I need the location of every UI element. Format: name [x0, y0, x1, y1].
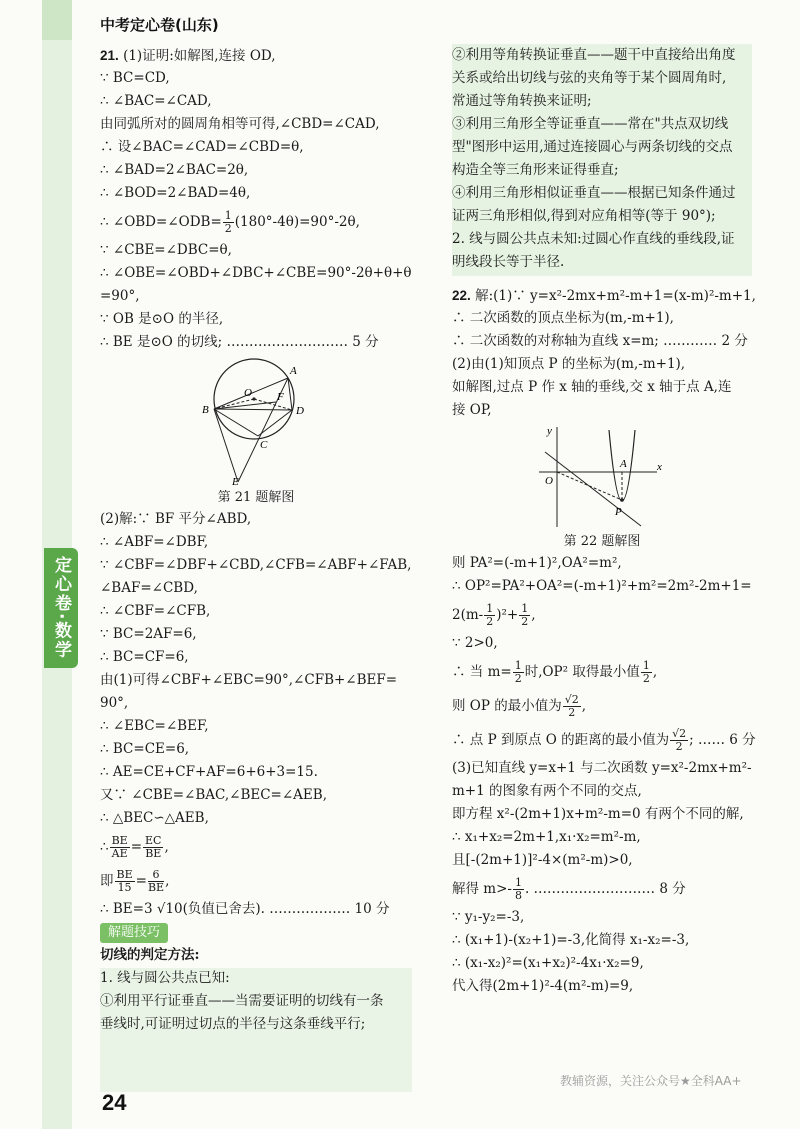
page-number: 24	[102, 1090, 127, 1115]
q22-line	[452, 655, 752, 689]
q21-line: (2)解:∵ BF 平分∠ABD,	[100, 511, 252, 527]
fraction	[519, 603, 530, 628]
fraction-numerator: EC	[145, 834, 162, 847]
q22-line	[452, 723, 756, 757]
fraction-denominator: 2	[642, 672, 650, 685]
q22-line: m+1 的图象有两个不同的交点,	[452, 783, 642, 799]
q22-line: ∵ 2>0,	[452, 635, 498, 651]
fraction	[484, 603, 495, 628]
q21-line: ∴ ∠BOD=2∠BAD=4θ,	[100, 185, 251, 201]
q21-line: ∴ AE=CE+CF+AF=6+6+3=15.	[100, 764, 318, 780]
q22-line: 即方程 x²-(2m+1)x+m²-m=0 有两个不同的解,	[452, 806, 744, 822]
fig21-label-d: D	[296, 405, 304, 417]
q21-line: ∴ ∠EBC=∠BEF,	[100, 718, 209, 734]
math-text: 2(m-	[452, 607, 484, 623]
q21-line: ∴ △BEC∽△AEB,	[100, 810, 209, 826]
q22-line: ∵ y₁-y₂=-3,	[452, 909, 525, 925]
math-text: ∴	[100, 839, 109, 855]
math-text: ,	[165, 873, 170, 889]
tip-line: 关系或给出切线与弦的夹角等于某个圆周角时,	[452, 70, 727, 86]
q21-line: ∴ BC=CE=6,	[100, 741, 190, 757]
tip-line: 证两三角形相似,得到对应角相等(等于 90°);	[452, 208, 716, 224]
fraction	[513, 660, 524, 685]
math-text: 解得 m>-	[452, 881, 512, 897]
fraction-numerator: √2	[672, 727, 687, 740]
fraction-numerator: BE	[116, 868, 133, 881]
q21-line: ∴ BE 是⊙O 的切线; ……………………… 5 分	[100, 334, 379, 350]
q21-line	[100, 864, 412, 898]
q22-line	[452, 872, 752, 906]
q22-line	[452, 689, 752, 723]
q21-line: ∴ ∠BAD=2∠BAC=2θ,	[100, 162, 249, 178]
math-text: 时,OP² 取得最小值	[524, 664, 640, 680]
fraction-numerator: 1	[521, 602, 529, 615]
fraction	[110, 835, 130, 860]
fraction-denominator: BE	[147, 881, 165, 894]
fraction-numerator: 6	[148, 869, 164, 882]
q21-line: ∴ 设∠BAC=∠CAD=∠CBD=θ,	[100, 139, 304, 155]
q21-number: 21.	[100, 48, 119, 63]
math-text: 则 OP 的最小值为	[452, 698, 562, 714]
fraction	[563, 694, 581, 719]
math-text: ; …… 6 分	[689, 732, 756, 748]
q21-line: ∴ ∠CBF=∠CFB,	[100, 603, 211, 619]
tip-line: 切线的判定方法:	[100, 947, 200, 963]
tip-line: ①利用平行证垂直——当需要证明的切线有一条	[100, 993, 384, 1009]
math-text: ,	[581, 698, 587, 714]
tip-title: 解题技巧	[100, 923, 168, 943]
q22-line: 接 OP,	[452, 402, 492, 418]
q21-line: ∠BAF=∠CBD,	[100, 580, 198, 596]
page-header: 中考定心卷(山东)	[100, 16, 219, 34]
q22-line: (2)由(1)知顶点 P 的坐标为(m,-m+1),	[452, 356, 686, 372]
fraction	[641, 660, 652, 685]
fraction-numerator: 1	[486, 602, 494, 615]
q21-line: ∵ ∠CBE=∠DBC=θ,	[100, 242, 232, 258]
figure-22-caption: 第 22 题解图	[563, 534, 641, 549]
margin-strip-top	[42, 0, 72, 40]
fraction-numerator: 1	[224, 209, 232, 222]
q21-line: 又∵ ∠CBE=∠BAC,∠BEC=∠AEB,	[100, 787, 327, 803]
q21-line: ∴ ∠BAC=∠CAD,	[100, 93, 212, 109]
q21-line: ∴ ∠ABF=∠DBF,	[100, 534, 209, 550]
q21-line	[100, 205, 412, 239]
tip-line: 型"图形中运用,通过连接圆心与两条切线的交点	[452, 139, 733, 155]
fraction-numerator: 1	[514, 659, 522, 672]
fig22-label-o: O	[545, 475, 553, 487]
tip-line: ④利用三角形相似证垂直——根据已知条件通过	[452, 185, 736, 201]
fraction-denominator: 2	[224, 222, 232, 235]
q22-line: ∴ x₁+x₂=2m+1,x₁·x₂=m²-m,	[452, 829, 641, 845]
figure-21	[176, 354, 336, 486]
q21-line: ∵ OB 是⊙O 的半径,	[100, 311, 224, 327]
q22-line: (3)已知直线 y=x+1 与二次函数 y=x²-2mx+m²-	[452, 760, 752, 776]
fraction	[148, 869, 164, 894]
fraction-denominator: 2	[514, 672, 522, 685]
fraction	[115, 869, 135, 894]
q21-line: ∴ ∠OBE=∠OBD+∠DBC+∠CBE=90°-2θ+θ+θ	[100, 265, 412, 281]
fraction-denominator: 2	[568, 706, 576, 719]
fig21-label-a: A	[290, 365, 297, 377]
q22-line: ∴ (x₁+1)-(x₂+1)=-3,化简得 x₁-x₂=-3,	[452, 932, 690, 948]
fig22-label-a: A	[620, 458, 627, 470]
fraction-denominator: 8	[514, 889, 522, 902]
math-text: ,	[652, 664, 658, 680]
fraction-numerator: BE	[111, 834, 128, 847]
fig21-label-c: C	[260, 439, 268, 451]
q22-line: 如解图,过点 P 作 x 轴的垂线,交 x 轴于点 A,连	[452, 379, 732, 395]
tip-line: 明线段长等于半径.	[452, 254, 565, 270]
math-text: ∴ 当 m=	[452, 664, 512, 680]
fig21-label-b: B	[202, 404, 209, 416]
math-text: =	[130, 839, 143, 855]
fraction	[143, 835, 163, 860]
q21-line: 由同弧所对的圆周角相等可得,∠CBD=∠CAD,	[100, 116, 380, 132]
q21-line: ∴ BC=CF=6,	[100, 649, 189, 665]
right-column	[452, 44, 756, 998]
left-column	[100, 44, 412, 1036]
q22-line: 代入得(2m+1)²-4(m²-m)=9,	[452, 978, 634, 994]
fraction	[670, 728, 688, 753]
fraction-denominator: 2	[486, 615, 494, 628]
fig21-label-e: E	[232, 476, 239, 486]
math-text: . ……………………… 8 分	[524, 881, 686, 897]
q21-line: ∴ BE=3 √10(负值已舍去). ……………… 10 分	[100, 901, 390, 917]
math-text: ,	[531, 607, 536, 623]
fig21-label-o: O	[244, 387, 252, 399]
figure-22	[537, 422, 667, 530]
fraction	[223, 210, 234, 235]
fraction-denominator: 15	[117, 881, 132, 894]
q21-line	[100, 44, 412, 67]
q22-text: 解:(1)∵ y=x²-2mx+m²-m+1=(x-m)²-m+1,	[475, 288, 756, 304]
fig22-label-p: P	[615, 506, 622, 518]
q22-line: ∴ 二次函数的对称轴为直线 x=m; ………… 2 分	[452, 333, 748, 349]
fraction-numerator: 1	[514, 876, 522, 889]
tip-line: 垂线时,可证明过切点的半径与这条垂线平行;	[100, 1016, 366, 1032]
q22-line: ∴ OP²=PA²+OA²=(-m+1)²+m²=2m²-2m+1=	[452, 578, 752, 594]
watermark-text: 教辅资源，关注公众号★全科AA+	[560, 1074, 742, 1088]
math-text: (180°-4θ)=90°-2θ,	[234, 214, 360, 230]
tip-line: ③利用三角形全等证垂直——常在"共点双切线	[452, 116, 729, 132]
tip-line: 常通过等角转换来证明;	[452, 93, 592, 109]
q22-line: 则 PA²=(-m+1)²,OA²=m²,	[452, 555, 622, 571]
fraction-denominator: BE	[145, 847, 162, 860]
q21-text: (1)证明:如解图,连接 OD,	[123, 48, 276, 64]
math-text: =	[135, 873, 147, 889]
fraction	[513, 877, 524, 902]
q21-line: ∵ BC=CD,	[100, 70, 170, 86]
q21-line: 由(1)可得∠CBF+∠EBC=90°,∠CFB+∠BEF=	[100, 672, 398, 688]
q22-line	[452, 598, 752, 632]
q21-line	[100, 830, 412, 864]
fig22-label-x: x	[657, 461, 662, 473]
tip-line: 构造全等三角形来证得垂直;	[452, 162, 619, 178]
fraction-denominator: 2	[675, 740, 683, 753]
q21-line: ∵ ∠CBF=∠DBF+∠CBD,∠CFB=∠ABF+∠FAB,	[100, 557, 412, 573]
fig21-label-f: F	[277, 391, 284, 403]
tip-line: ②利用等角转换证垂直——题干中直接给出角度	[452, 47, 736, 63]
q22-line: 且[-(2m+1)]²-4×(m²-m)>0,	[452, 852, 633, 868]
fraction-numerator: √2	[564, 693, 579, 706]
q22-line: ∴ (x₁-x₂)²=(x₁+x₂)²-4x₁·x₂=9,	[452, 955, 644, 971]
math-text: 即	[100, 873, 114, 889]
q21-line: 90°,	[100, 695, 129, 711]
math-text: ∴ ∠OBD=∠ODB=	[100, 214, 222, 230]
fraction-numerator: 1	[642, 659, 650, 672]
tip-title-row	[100, 921, 412, 944]
fraction-denominator: 2	[521, 615, 529, 628]
tip-line: 1. 线与圆公共点已知:	[100, 970, 230, 986]
q21-line: ∵ BC=2AF=6,	[100, 626, 197, 642]
tip-line: 2. 线与圆公共点未知:过圆心作直线的垂线段,证	[452, 231, 735, 247]
figure-21-caption: 第 21 题解图	[217, 490, 295, 505]
math-text: ∴ 点 P 到原点 O 的距离的最小值为	[452, 732, 670, 748]
q22-number: 22.	[452, 288, 471, 303]
side-tab: 定心卷·数学	[44, 548, 78, 668]
fig22-label-y: y	[547, 425, 552, 437]
math-text: )²+	[496, 607, 519, 623]
q21-line: =90°,	[100, 288, 140, 304]
q22-line: ∴ 二次函数的顶点坐标为(m,-m+1),	[452, 310, 674, 326]
math-text: ,	[164, 839, 169, 855]
q22-line	[452, 284, 756, 307]
fraction-denominator: AE	[111, 847, 128, 860]
